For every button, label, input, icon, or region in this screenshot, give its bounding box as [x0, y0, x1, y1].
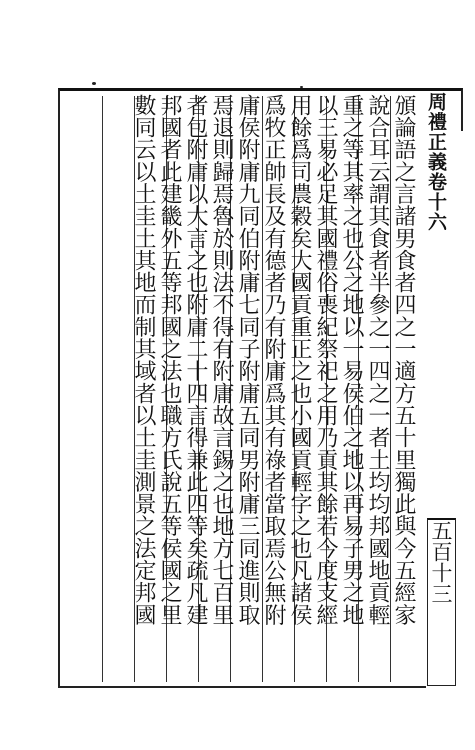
text-column-10: 邦國者此建畿外五等邦國之法也職方氏說五等侯國之里 [157, 94, 182, 626]
running-header: 周禮正義卷十六 [425, 92, 447, 232]
page-mark: 五百十三 [429, 520, 453, 604]
text-column-5: 用餘爲司農穀矣大國貢重正之也小國貢輕字之也凡諸侯 [287, 94, 312, 626]
text-column-6: 爲牧正帥長及有德者乃有附庸爲其有祿者當取焉公無附 [261, 94, 286, 626]
text-column-1: 頒論語之言諸男食者四之一適方五十里獨此與今五經家 [391, 94, 416, 626]
text-column-3: 重之等其率之也公之地以一易侯伯之地以再易子男之地 [339, 94, 364, 626]
text-column-7: 庸侯附庸九同伯附庸七同子附庸五同男附庸三同進則取 [235, 94, 260, 626]
text-column-2: 說合耳云謂其食者半參之一四之一者土均均邦國地貢輕 [365, 94, 390, 626]
text-column-4: 以三易必足其國禮俗喪紀祭祀之用乃貢其餘若今度支經 [313, 94, 338, 626]
text-column-11: 數同云以土圭土其地而制其域者以土圭測景之法定邦國 [131, 94, 156, 626]
text-column-8: 焉退則歸焉魯於則法不得有附庸故言錫之也地方七百里 [209, 94, 234, 626]
ink-speck [92, 82, 96, 85]
text-column-9: 者包附庸以大言之也附庸二十四言得兼此四等矣疏凡建 [183, 94, 208, 626]
main-text [66, 94, 416, 679]
ink-speck [300, 86, 303, 88]
